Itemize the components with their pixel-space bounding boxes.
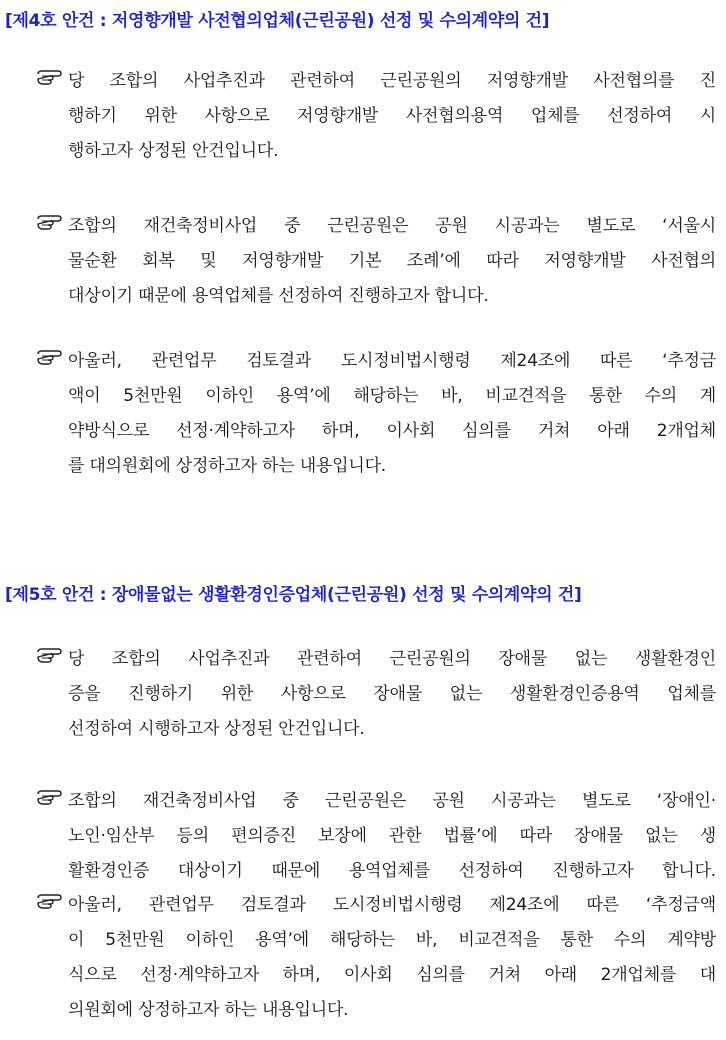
paragraph-line: 행하기 위한 사항으로 저영향개발 사전협의용역 업체를 선정하여 시 [68,106,716,126]
pointing-hand-icon [36,210,68,236]
list-item [36,888,716,1028]
paragraph-line: 활환경인증 대상이기 때문에 용역업체를 선정하여 진행하고자 합니다. [68,861,716,881]
pointing-hand-icon [36,345,68,371]
paragraph-line: 당 조합의 사업추진과 관련하여 근린공원의 장애물 없는 생활환경인 [68,649,716,669]
paragraph-line: 물순환 회복 및 저영향개발 기본 조례’에 따라 저영향개발 사전협의 [68,251,716,271]
paragraph-line: 아울러, 관련업무 검토결과 도시정비법시행령 제24조에 따른 ‘추정금 [68,351,716,371]
paragraph-line: 노인·임산부 등의 편의증진 보장에 관한 법률’에 따라 장애물 없는 생 [68,826,716,846]
paragraph-line: 증을 진행하기 위한 사항으로 장애물 없는 생활환경인증용역 업체를 [68,684,716,704]
agenda-heading: [제4호 안건 : 저영향개발 사전협의업체(근린공원) 선정 및 수의계약의 건] [5,11,550,31]
list-item [36,784,716,889]
list-item [36,642,716,747]
list-item [36,209,716,314]
list-item [36,344,716,484]
paragraph-line: 행하고자 상정된 안건입니다. [68,141,279,161]
paragraph-line: 액이 5천만원 이하인 용역’에 해당하는 바, 비교견적을 통한 수의 계 [68,386,716,406]
paragraph-line: 당 조합의 사업추진과 관련하여 근린공원의 저영향개발 사전협의를 진 [68,71,716,91]
paragraph-line: 조합의 재건축정비사업 중 근린공원은 공원 시공과는 별도로 ‘서울시 [68,216,716,236]
pointing-hand-icon [36,889,68,915]
paragraph-line: 를 대의원회에 상정하고자 하는 내용입니다. [68,456,387,476]
pointing-hand-icon [36,785,68,811]
pointing-hand-icon [36,643,68,669]
paragraph-line: 아울러, 관련업무 검토결과 도시정비법시행령 제24조에 따른 ‘추정금액 [68,895,716,915]
pointing-hand-icon [36,65,68,91]
paragraph-line: 이 5천만원 이하인 용역’에 해당하는 바, 비교견적을 통한 수의 계약방 [68,930,716,950]
paragraph-line: 선정하여 시행하고자 상정된 안건입니다. [68,719,365,739]
paragraph-line: 식으로 선정·계약하고자 하며, 이사회 심의를 거쳐 아래 2개업체를 대 [68,965,716,985]
paragraph-line: 약방식으로 선정·계약하고자 하며, 이사회 심의를 거쳐 아래 2개업체 [68,421,716,441]
list-item [36,64,716,169]
paragraph-line: 조합의 재건축정비사업 중 근린공원은 공원 시공과는 별도로 ‘장애인· [68,791,716,811]
paragraph-line: 의원회에 상정하고자 하는 내용입니다. [68,1000,349,1020]
agenda-heading: [제5호 안건 : 장애물없는 생활환경인증업체(근린공원) 선정 및 수의계약의 건] [5,585,582,605]
paragraph-line: 대상이기 때문에 용역업체를 선정하여 진행하고자 합니다. [68,286,489,306]
